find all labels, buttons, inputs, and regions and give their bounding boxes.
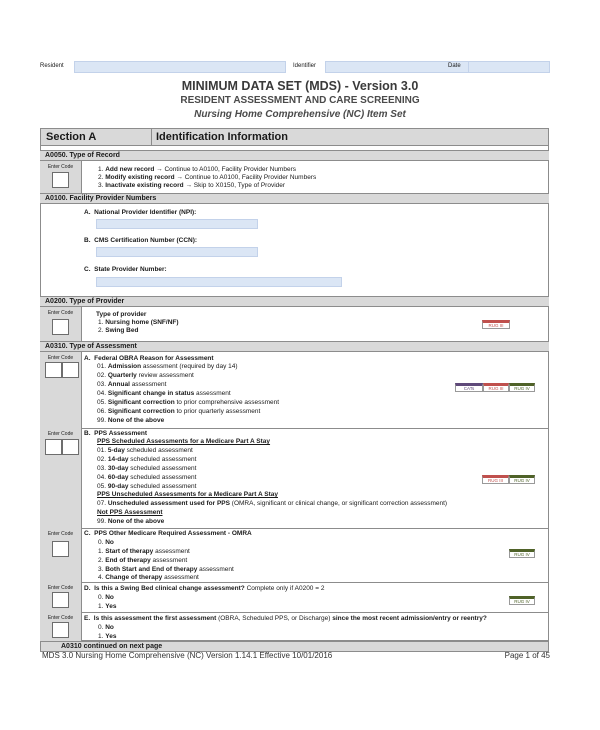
form-subtitle: RESIDENT ASSESSMENT AND CARE SCREENING <box>180 95 420 106</box>
resident-label: Resident <box>40 63 64 69</box>
section-name: Identification Information <box>156 131 288 143</box>
state-provider-label: C. State Provider Number: <box>84 266 167 273</box>
divider <box>82 428 549 429</box>
a0200-option-1: 1. Nursing home (SNF/NF) <box>98 319 179 326</box>
a0310a-option: 99. None of the above <box>97 417 165 424</box>
a0310d-enter-code <box>40 582 82 612</box>
resident-field[interactable] <box>74 61 286 73</box>
section-divider <box>151 129 152 145</box>
a0310e-code-box[interactable] <box>52 622 69 638</box>
a0050-code-box[interactable] <box>52 172 69 188</box>
a0310d-option: 1. Yes <box>98 603 117 610</box>
rug4-badge: RUG IV <box>509 596 535 605</box>
a0310b-option: 07. Unscheduled assessment used for PPS (OMRA, significant or clinical change, or significant correction assessment) <box>97 500 448 507</box>
a0050-title-bar: A0050. Type of Record <box>40 150 549 161</box>
a0200-title-bar: A0200. Type of Provider <box>40 296 549 307</box>
enter-code-label: Enter Code <box>47 164 74 170</box>
a0310e-option: 0. No <box>98 624 114 631</box>
a0310c-option: 3. Both Start and End of therapy assessment <box>98 566 234 573</box>
a0050-option-3: 3. Inactivate existing record → Skip to X0150, Type of Provider <box>98 182 286 189</box>
a0310e-enter-code <box>40 612 82 641</box>
not-pps-heading: Not PPS Assessment <box>97 509 163 516</box>
a0310b-option: 02. 14-day scheduled assessment <box>97 456 197 463</box>
date-label: Date <box>448 63 461 69</box>
rug4-badge: RUG IV <box>509 475 535 484</box>
enter-code-label: Enter Code <box>47 431 74 437</box>
rug4-badge: RUG IV <box>509 549 535 558</box>
page-footer <box>42 651 550 660</box>
a0310b-enter-code <box>40 428 82 528</box>
form-title: MINIMUM DATA SET (MDS) - Version 3.0 <box>181 79 419 93</box>
a0310b-option: 05. 90-day scheduled assessment <box>97 483 197 490</box>
a0310a-code-box-1[interactable] <box>45 362 62 378</box>
a0310b-option: 01. 5-day scheduled assessment <box>97 447 193 454</box>
a0310a-option: 03. Annual assessment <box>97 381 167 388</box>
enter-code-label: Enter Code <box>47 310 74 316</box>
identifier-label: Identifier <box>293 63 317 69</box>
a0310a-heading: A. Federal OBRA Reason for Assessment <box>84 355 214 362</box>
a0310c-option: 4. Change of therapy assessment <box>98 574 199 581</box>
state-provider-field[interactable] <box>96 277 342 287</box>
enter-code-label: Enter Code <box>47 585 74 591</box>
a0310b-option: 04. 60-day scheduled assessment <box>97 474 197 481</box>
a0310b-heading: B. PPS Assessment <box>84 430 147 437</box>
a0310c-option: 0. No <box>98 539 114 546</box>
a0310b-option: 99. None of the above <box>97 518 165 525</box>
rug3-badge: RUG III <box>483 383 509 392</box>
a0310d-code-box[interactable] <box>52 592 69 608</box>
rug3-badge: RUG III <box>482 320 510 329</box>
enter-code-label: Enter Code <box>47 615 74 621</box>
a0310e-option: 1. Yes <box>98 633 117 640</box>
a0310c-option: 2. End of therapy assessment <box>98 557 188 564</box>
rug4-badge: RUG IV <box>509 383 535 392</box>
a0200-enter-code <box>40 307 82 341</box>
a0200-option-2: 2. Swing Bed <box>98 327 139 334</box>
npi-field[interactable] <box>96 219 258 229</box>
section-header <box>40 128 549 146</box>
footer-version: MDS 3.0 Nursing Home Comprehensive (NC) Version 1.14.1 Effective 10/01/2016 <box>42 651 333 660</box>
pps-scheduled-heading: PPS Scheduled Assessments for a Medicare Part A Stay <box>97 438 271 445</box>
rug3-badge: RUG III <box>482 475 509 484</box>
a0310e-heading: E. Is this assessment the first assessment (OBRA, Scheduled PPS, or Discharge) since the most recent admission/entry or reentry? <box>84 615 487 622</box>
a0310c-heading: C. PPS Other Medicare Required Assessment - OMRA <box>84 530 252 537</box>
a0310d-heading: D. Is this a Swing Bed clinical change assessment? Complete only if A0200 = 2 <box>84 585 325 592</box>
a0310a-option: 06. Significant correction to prior quarterly assessment <box>97 408 261 415</box>
a0310b-code-box-2[interactable] <box>62 439 79 455</box>
date-field[interactable] <box>468 61 550 73</box>
a0200-code-box[interactable] <box>52 319 69 335</box>
a0310a-code-box-2[interactable] <box>62 362 79 378</box>
a0310c-option: 1. Start of therapy assessment <box>98 548 190 555</box>
a0200-heading: Type of provider <box>96 311 147 318</box>
cats-badge: CATs <box>455 383 483 392</box>
pps-unscheduled-heading: PPS Unscheduled Assessments for a Medicare Part A Stay <box>97 491 278 498</box>
divider <box>82 528 549 529</box>
section-id: Section A <box>46 131 97 143</box>
a0310c-code-box[interactable] <box>52 541 69 557</box>
page-number: Page 1 of 45 <box>504 651 550 660</box>
enter-code-label: Enter Code <box>47 531 74 537</box>
ccn-label: B. CMS Certification Number (CCN): <box>84 237 198 244</box>
npi-label: A. National Provider Identifier (NPI): <box>84 209 197 216</box>
a0050-option-2: 2. Modify existing record → Continue to A0100, Facility Provider Numbers <box>98 174 317 181</box>
a0310a-enter-code <box>40 352 82 428</box>
a0310d-option: 0. No <box>98 594 114 601</box>
a0310-title-bar: A0310. Type of Assessment <box>40 341 549 352</box>
divider <box>82 582 549 583</box>
a0310a-option: 05. Significant correction to prior comprehensive assessment <box>97 399 280 406</box>
form-header-fields <box>40 61 552 75</box>
a0310b-code-box-1[interactable] <box>45 439 62 455</box>
divider <box>82 612 549 613</box>
continued-bar: A0310 continued on next page <box>40 641 549 652</box>
a0050-enter-code <box>40 161 82 193</box>
a0310b-option: 03. 30-day scheduled assessment <box>97 465 197 472</box>
item-set-title: Nursing Home Comprehensive (NC) Item Set <box>194 109 406 120</box>
a0100-title-bar: A0100. Facility Provider Numbers <box>40 193 549 204</box>
a0310c-enter-code <box>40 528 82 582</box>
ccn-field[interactable] <box>96 247 258 257</box>
a0310a-option: 01. Admission assessment (required by day 14) <box>97 363 238 370</box>
a0310a-option: 02. Quarterly review assessment <box>97 372 194 379</box>
a0310a-option: 04. Significant change in status assessment <box>97 390 231 397</box>
a0050-option-1: 1. Add new record → Continue to A0100, Facility Provider Numbers <box>98 166 296 173</box>
enter-code-label: Enter Code <box>47 355 74 361</box>
